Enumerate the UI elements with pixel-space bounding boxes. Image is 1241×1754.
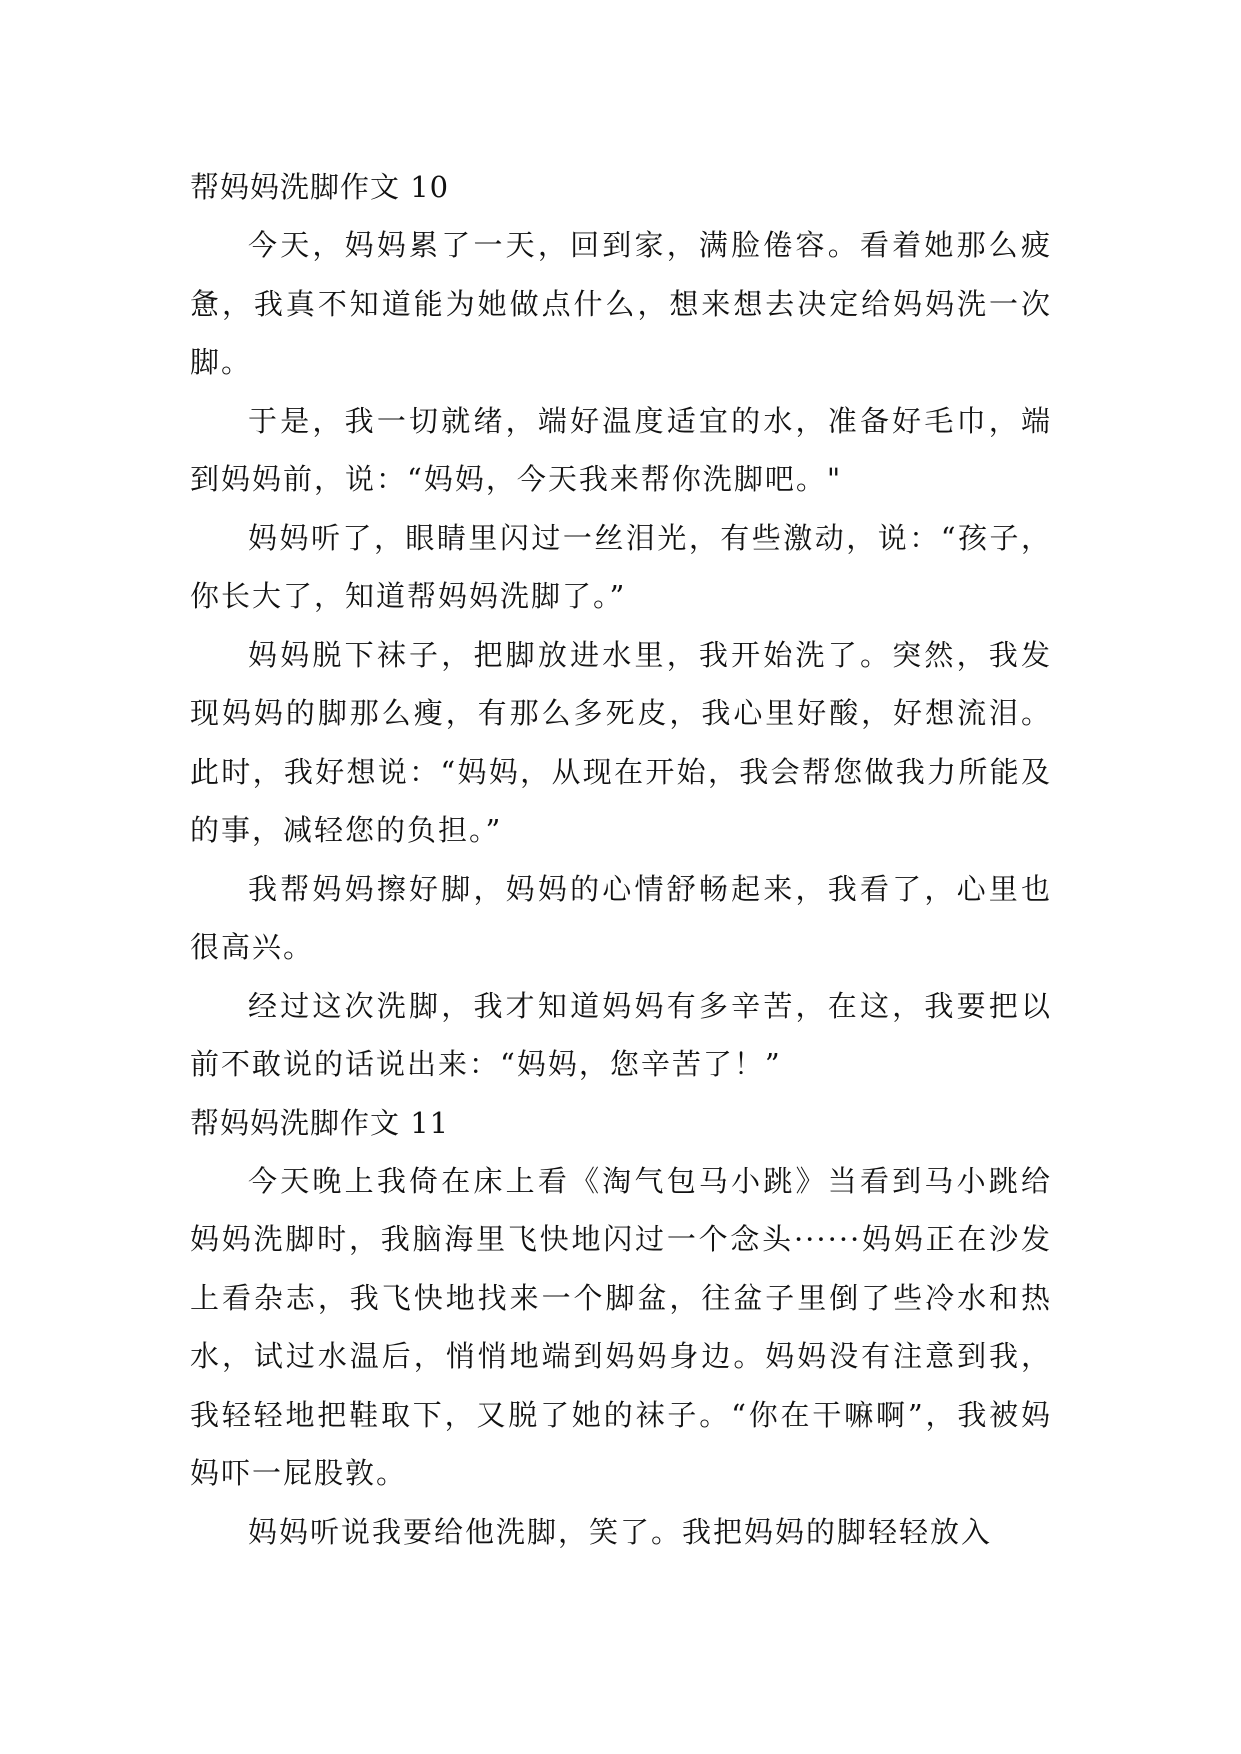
- essay-10-title: 帮妈妈洗脚作文 10: [190, 170, 450, 204]
- essay-10-paragraph-1: 今天，妈妈累了一天，回到家，满脸倦容。看着她那么疲惫，我真不知道能为她做点什么，想来想去决定给妈妈洗一次脚。: [190, 228, 1052, 379]
- essay-11-paragraph-1: 今天晚上我倚在床上看《淘气包马小跳》当看到马小跳给妈妈洗脚时，我脑海里飞快地闪过一个念头······妈妈正在沙发上看杂志，我飞快地找来一个脚盆，往盆子里倒了些冷水和热水，试过水温后，悄悄地端到妈妈身边。妈妈没有注意到我，我轻轻地把鞋取下，又脱了她的袜子。“你在干嘛啊”，我被妈妈吓一屁股敦。: [190, 1163, 1052, 1490]
- essay-10-paragraph-5: 我帮妈妈擦好脚，妈妈的心情舒畅起来，我看了，心里也很高兴。: [190, 871, 1052, 964]
- document-body: [190, 158, 1052, 1561]
- essay-10-paragraph-4: 妈妈脱下袜子，把脚放进水里，我开始洗了。突然，我发现妈妈的脚那么瘦，有那么多死皮，我心里好酸，好想流泪。此时，我好想说：“妈妈，从现在开始，我会帮您做我力所能及的事，减轻您的负担。”: [190, 637, 1052, 847]
- essay-10-paragraph-3: 妈妈听了，眼睛里闪过一丝泪光，有些激动，说：“孩子，你长大了，知道帮妈妈洗脚了。”: [190, 520, 1052, 613]
- essay-10-paragraph-2: 于是，我一切就绪，端好温度适宜的水，准备好毛巾，端到妈妈前，说：“妈妈，今天我来帮你洗脚吧。": [190, 403, 1052, 496]
- essay-10-paragraph-6: 经过这次洗脚，我才知道妈妈有多辛苦，在这，我要把以前不敢说的话说出来：“妈妈，您辛苦了！”: [190, 988, 1052, 1081]
- essay-11-title: 帮妈妈洗脚作文 11: [190, 1105, 450, 1140]
- essay-11-paragraph-2: 妈妈听说我要给他洗脚，笑了。我把妈妈的脚轻轻放入: [248, 1514, 993, 1549]
